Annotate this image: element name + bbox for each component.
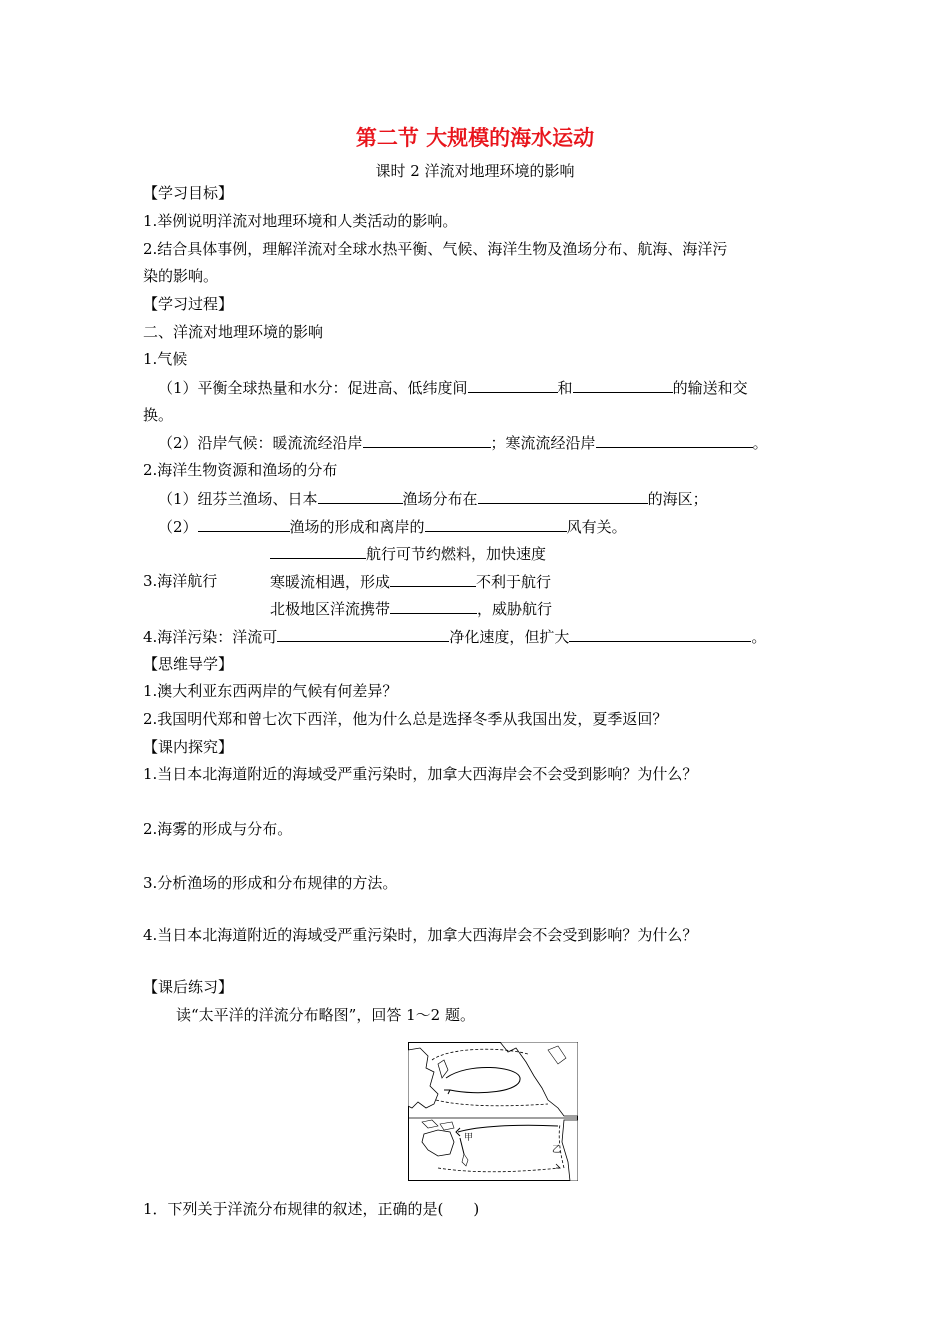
nav-text-2a: 寒暖流相遇，形成	[270, 573, 391, 591]
fishery-line-2	[158, 516, 627, 537]
blank-field[interactable]	[569, 626, 751, 642]
fishery-text-2c: 风有关。	[566, 518, 627, 536]
pollution-text-a: 4.海洋污染：洋流可	[143, 628, 278, 646]
climate-text-1c: 的输送和交	[672, 379, 748, 397]
thinking-question-2: 2.我国明代郑和曾七次下西洋，他为什么总是选择冬季从我国出发，夏季返回？	[143, 710, 668, 728]
climate-text-2c: 。	[752, 434, 768, 452]
blank-field[interactable]	[478, 488, 648, 504]
explore-question-4: 4.当日本北海道附近的海域受严重污染时，加拿大西海岸会不会受到影响？为什么？	[143, 926, 698, 944]
explore-question-2: 2.海雾的形成与分布。	[143, 820, 293, 838]
climate-text-2a: （2）沿岸气候：暖流流经沿岸	[158, 434, 363, 452]
pollution-text-b: 净化速度，但扩大	[449, 628, 570, 646]
explore-question-1: 1.当日本北海道附近的海域受严重污染时，加拿大西海岸会不会受到影响？为什么？	[143, 765, 698, 783]
map-label-yi: 乙	[552, 1145, 562, 1155]
climate-line-1	[158, 377, 748, 398]
part-two-heading: 二、洋流对地理环境的影响	[143, 323, 324, 341]
objective-1: 1.举例说明洋流对地理环境和人类活动的影响。	[143, 212, 458, 230]
nav-line-2	[270, 571, 551, 592]
fishery-text-2b: 渔场的形成和离岸的	[289, 518, 425, 536]
exercise-intro: 读“太平洋的洋流分布略图”，回答 1～2 题。	[176, 1006, 475, 1024]
blank-field[interactable]	[198, 516, 290, 532]
nav-line-1	[270, 543, 546, 564]
nav-text-2b: 不利于航行	[476, 573, 552, 591]
pollution-line	[143, 626, 766, 647]
fishery-text-1a: （1）纽芬兰渔场、日本	[158, 490, 318, 508]
fishery-text-1c: 的海区；	[647, 490, 708, 508]
explore-question-3: 3.分析渔场的形成和分布规律的方法。	[143, 874, 398, 892]
section-exercise: 【课后练习】	[143, 978, 234, 996]
objective-2a: 2.结合具体事例，理解洋流对全球水热平衡、气候、海洋生物及渔场分布、航海、海洋污	[143, 240, 728, 258]
blank-field[interactable]	[390, 571, 476, 587]
nav-text-3b: ，威胁航行	[477, 600, 553, 618]
page-title: 第二节 大规模的海水运动	[355, 126, 595, 150]
blank-field[interactable]	[277, 626, 449, 642]
blank-field[interactable]	[425, 516, 567, 532]
fishery-text-1b: 渔场分布在	[402, 490, 478, 508]
fishery-line-1	[158, 488, 708, 509]
nav-text-3a: 北极地区洋流携带	[270, 600, 391, 618]
section-process: 【学习过程】	[143, 295, 234, 313]
pollution-text-c: 。	[751, 628, 767, 646]
climate-line-2	[158, 432, 768, 453]
blank-field[interactable]	[468, 377, 558, 393]
fishery-text-2a: （2）	[158, 518, 198, 536]
climate-text-1d: 换。	[143, 406, 174, 424]
blank-field[interactable]	[596, 432, 753, 448]
section-objectives: 【学习目标】	[143, 184, 234, 202]
thinking-question-1: 1.澳大利亚东西两岸的气候有何差异？	[143, 682, 398, 700]
blank-field[interactable]	[390, 598, 477, 614]
fishery-heading: 2.海洋生物资源和渔场的分布	[143, 461, 338, 479]
blank-field[interactable]	[318, 488, 403, 504]
climate-text-2b: ；寒流流经沿岸	[490, 434, 596, 452]
nav-line-3	[270, 598, 552, 619]
section-thinking: 【思维导学】	[143, 655, 234, 673]
climate-text-1a: （1）平衡全球热量和水分：促进高、低纬度间	[158, 379, 468, 397]
nav-heading: 3.海洋航行	[143, 572, 218, 590]
climate-text-1b: 和	[557, 379, 573, 397]
blank-field[interactable]	[363, 432, 491, 448]
map-label-jia: 甲	[464, 1133, 474, 1143]
section-explore: 【课内探究】	[143, 738, 234, 756]
objective-2b: 染的影响。	[143, 267, 219, 285]
blank-field[interactable]	[270, 543, 366, 559]
climate-heading: 1.气候	[143, 350, 188, 368]
question-1: 1．下列关于洋流分布规律的叙述，正确的是( )	[143, 1200, 480, 1218]
nav-text-1: 航行可节约燃料，加快速度	[366, 545, 547, 563]
blank-field[interactable]	[573, 377, 673, 393]
pacific-current-map	[408, 1042, 578, 1181]
page-subtitle: 课时 2 洋流对地理环境的影响	[375, 162, 575, 180]
